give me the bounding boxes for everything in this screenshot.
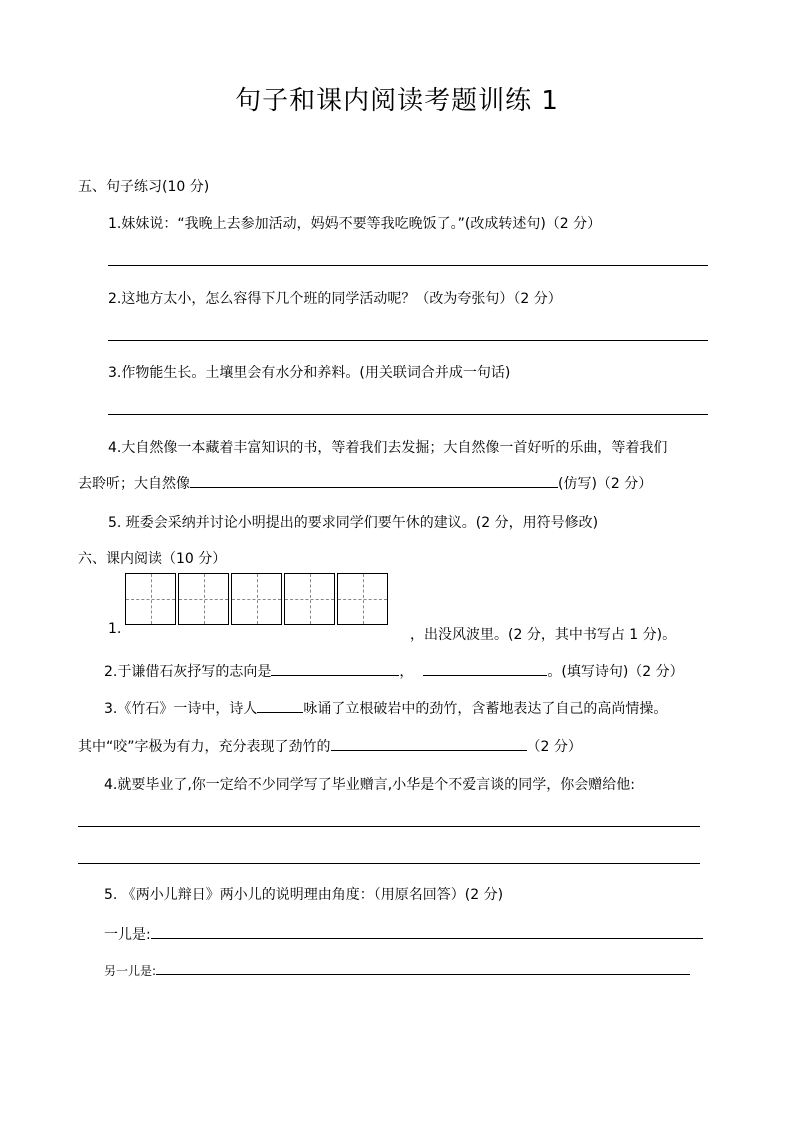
answer-blank-6-2b[interactable] bbox=[423, 661, 547, 676]
writing-cell[interactable] bbox=[337, 573, 388, 625]
writing-cell[interactable] bbox=[284, 573, 335, 625]
answer-blank-6-5a[interactable] bbox=[151, 924, 703, 939]
page-title: 句子和课内阅读考题训练 1 bbox=[235, 86, 559, 116]
answer-line-5-2[interactable] bbox=[108, 340, 708, 341]
question-5-4-suffix: (仿写)（2 分） bbox=[558, 476, 653, 492]
writing-cell[interactable] bbox=[178, 573, 229, 625]
answer-b-label: 另一儿是: bbox=[104, 964, 157, 978]
question-6-2-mid: ， bbox=[399, 664, 414, 680]
answer-blank-6-5b[interactable] bbox=[156, 962, 690, 975]
answer-blank-6-3b[interactable] bbox=[331, 736, 527, 751]
question-6-1-number: 1. bbox=[108, 621, 122, 637]
answer-blank-6-2a[interactable] bbox=[271, 661, 399, 676]
question-6-2 bbox=[104, 661, 684, 681]
question-6-5-answer-a bbox=[104, 924, 703, 944]
question-5-1: 1.妹妹说：“我晚上去参加活动，妈妈不要等我吃晚饭了。”(改成转述句)（2 分） bbox=[108, 216, 602, 232]
question-6-5: 5. 《两小儿辩日》两小儿的说明理由角度：（用原名回答）(2 分) bbox=[104, 887, 504, 903]
question-6-3-line2-suffix: （2 分） bbox=[526, 739, 582, 755]
section-six-heading: 六、课内阅读（10 分） bbox=[78, 551, 227, 567]
question-5-4-line1: 4.大自然像一本藏着丰富知识的书，等着我们去发掘；大自然像一首好听的乐曲，等着我们 bbox=[108, 440, 668, 456]
question-6-3-prefix: 3.《竹石》一诗中，诗人 bbox=[104, 701, 258, 717]
writing-cell[interactable] bbox=[231, 573, 282, 625]
question-5-4-line2 bbox=[78, 473, 652, 493]
answer-a-label: 一儿是: bbox=[104, 927, 151, 943]
question-6-2-suffix: 。(填写诗句)（2 分） bbox=[547, 664, 684, 680]
question-6-3-line1 bbox=[104, 698, 667, 718]
answer-line-5-1[interactable] bbox=[108, 265, 708, 266]
answer-line-5-3[interactable] bbox=[108, 414, 708, 415]
section-five-heading: 五、句子练习(10 分) bbox=[78, 179, 210, 195]
question-6-4: 4.就要毕业了,你一定给不少同学写了毕业赠言,小华是个不爱言谈的同学，你会赠给他: bbox=[104, 777, 635, 793]
question-6-2-prefix: 2.于谦借石灰抒写的志向是 bbox=[104, 664, 272, 680]
writing-grid[interactable] bbox=[125, 573, 390, 625]
question-5-3: 3.作物能生长。土壤里会有水分和养料。(用关联词合并成一句话) bbox=[108, 365, 511, 381]
answer-blank-5-4[interactable] bbox=[190, 473, 558, 488]
question-5-2: 2.这地方太小，怎么容得下几个班的同学活动呢？（改为夸张句）（2 分） bbox=[108, 291, 562, 307]
question-6-3-mid: 咏诵了立根破岩中的劲竹，含蓄地表达了自己的高尚情操。 bbox=[303, 701, 668, 717]
answer-line-6-4b[interactable] bbox=[78, 863, 700, 864]
question-6-3-line2 bbox=[78, 736, 582, 756]
answer-blank-6-3a[interactable] bbox=[257, 698, 303, 713]
question-5-5: 5. 班委会采纳并讨论小明提出的要求同学们要午休的建议。(2 分，用符号修改) bbox=[108, 515, 599, 531]
question-6-3-line2-prefix: 其中“咬”字极为有力，充分表现了劲竹的 bbox=[78, 739, 331, 755]
writing-cell[interactable] bbox=[125, 573, 176, 625]
question-6-1-suffix: ，出没风波里。(2 分，其中书写占 1 分)。 bbox=[410, 627, 677, 643]
question-5-4-prefix: 去聆听；大自然像 bbox=[78, 476, 190, 492]
question-6-5-answer-b bbox=[104, 962, 690, 979]
answer-line-6-4a[interactable] bbox=[78, 826, 700, 827]
